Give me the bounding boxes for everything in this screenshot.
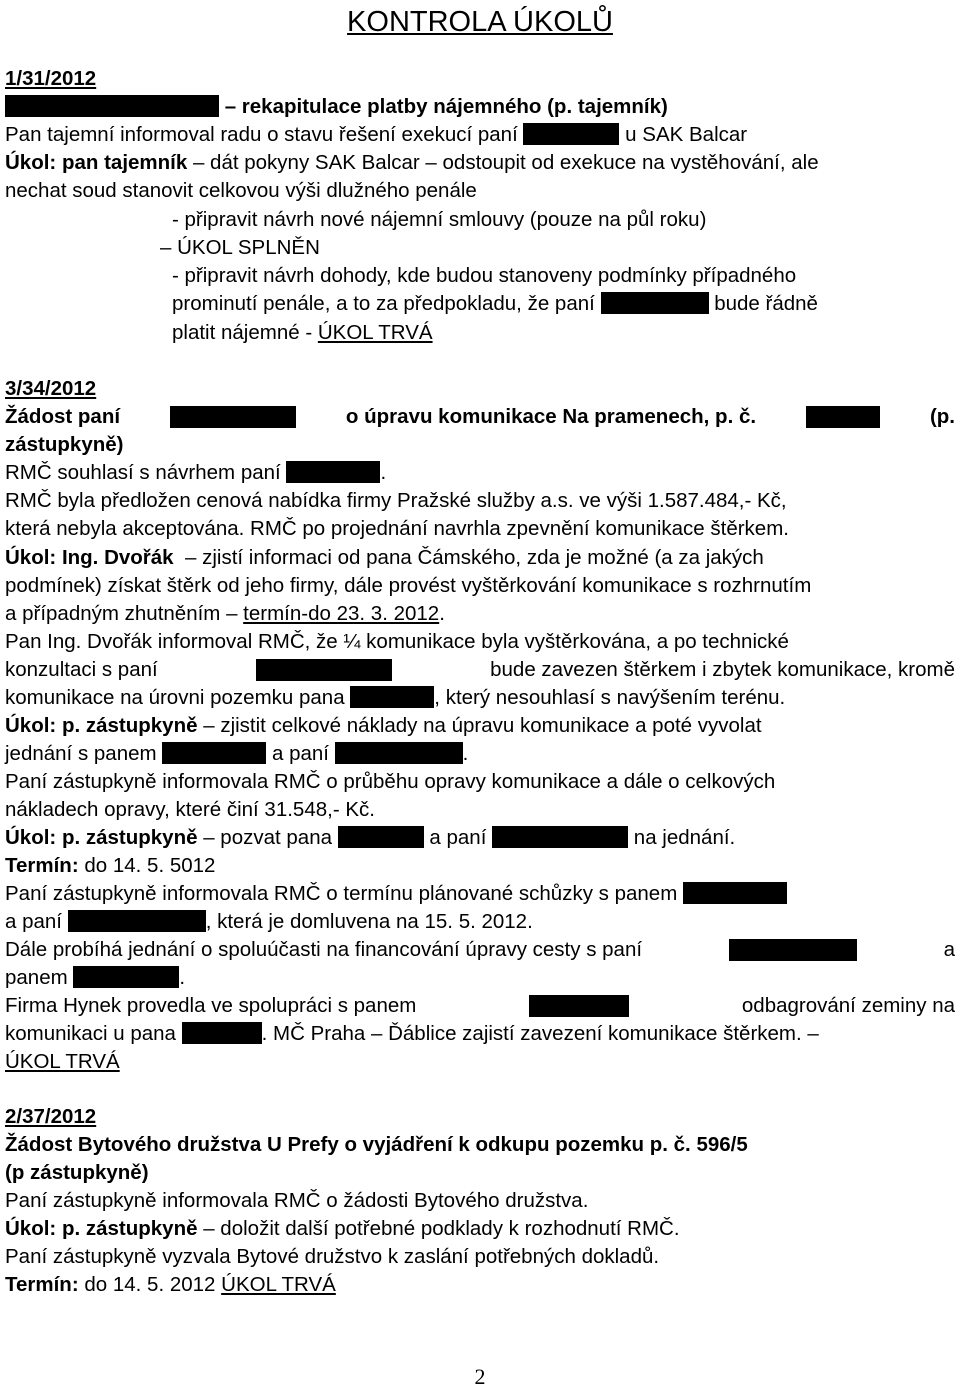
section2-task: Úkol: p. zástupkyně – zjistit celkové náklady na úpravu komunikace a poté vyvolat	[5, 714, 762, 737]
redaction-bar	[256, 659, 392, 681]
section2-line: Pan Ing. Dvořák informoval RMČ, že ¼ komunikace byla vyštěrkována, a po technické	[5, 630, 789, 653]
status-label: ÚKOL TRVÁ	[5, 1050, 120, 1073]
section2-line: komunikaci u pana . MČ Praha – Ďáblice zajistí zavezení komunikace štěrkem. –	[5, 1022, 819, 1045]
section1-status: – ÚKOL SPLNĚN	[160, 236, 320, 259]
section2-line: která nebyla akceptována. RMČ po projednání navrhla zpevnění komunikace štěrkem.	[5, 517, 789, 540]
section2-line: Paní zástupkyně informovala RMČ o průběhu opravy komunikace a dále o celkových	[5, 770, 776, 793]
redaction-bar	[286, 461, 380, 483]
redaction-bar	[729, 939, 857, 961]
redaction-bar	[338, 826, 424, 848]
section1-heading: – rekapitulace platby nájemného (p. tajemník)	[5, 94, 668, 120]
redaction-bar	[335, 742, 463, 764]
redaction-bar	[182, 1022, 262, 1044]
section2-task: Úkol: p. zástupkyně – pozvat pana a paní na jednání.	[5, 826, 736, 849]
section1-subtask: - připravit návrh nové nájemní smlouvy (pouze na půl roku)	[172, 208, 707, 231]
section3-task: Úkol: p. zástupkyně – doložit další potřebné podklady k rozhodnutí RMČ.	[5, 1217, 680, 1240]
section3-deadline: Termín: do 14. 5. 2012 ÚKOL TRVÁ	[5, 1273, 336, 1296]
section1-subtask: platit nájemné - ÚKOL TRVÁ	[172, 321, 433, 344]
section1-number: 1/31/2012	[5, 67, 97, 90]
section2-line: a paní , která je domluvena na 15. 5. 2012.	[5, 910, 533, 933]
section1-subtask: prominutí penále, a to za předpokladu, že paní bude řádně	[172, 292, 818, 315]
redaction-bar	[170, 406, 296, 428]
section2-line: konzultaci s paní bude zavezen štěrkem i zbytek komunikace, kromě	[5, 658, 955, 681]
section2-line: Dále probíhá jednání o spoluúčasti na financování úpravy cesty s paní a	[5, 938, 955, 961]
section2-line: RMČ byla předložen cenová nabídka firmy Pražské služby a.s. ve výši 1.587.484,- Kč,	[5, 489, 787, 512]
section2-line: panem .	[5, 966, 186, 989]
section2-deadline: Termín: do 14. 5. 5012	[5, 854, 216, 877]
section2-line: a případným zhutněním – termín-do 23. 3. 2012.	[5, 602, 445, 625]
section2-line: RMČ souhlasí s návrhem paní .	[5, 461, 387, 484]
redaction-bar	[492, 826, 628, 848]
section2-line: Firma Hynek provedla ve spolupráci s panem odbagrování zeminy na	[5, 994, 955, 1017]
section2-heading: zástupkyně)	[5, 433, 124, 456]
section2-line: nákladech opravy, které činí 31.548,- Kč.	[5, 798, 375, 821]
section1-line: Pan tajemní informoval radu o stavu řešení exekucí paní u SAK Balcar	[5, 123, 748, 146]
redaction-bar	[529, 995, 629, 1017]
section1-task: Úkol: pan tajemník – dát pokyny SAK Balcar – odstoupit od exekuce na vystěhování, ale	[5, 151, 819, 174]
section2-number: 3/34/2012	[5, 377, 97, 400]
redaction-bar	[73, 966, 179, 988]
redaction-bar	[523, 123, 619, 145]
status-label: ÚKOL TRVÁ	[317, 321, 433, 344]
status-label: ÚKOL TRVÁ	[221, 1273, 336, 1296]
section2-heading: Žádost paní o úpravu komunikace Na pramenech, p. č. (p.	[5, 405, 955, 428]
redaction-bar	[68, 910, 206, 932]
section1-subtask: - připravit návrh dohody, kde budou stanoveny podmínky případného	[172, 264, 797, 287]
redaction-bar	[601, 292, 709, 314]
section3-line: Paní zástupkyně informovala RMČ o žádosti Bytového družstva.	[5, 1189, 589, 1212]
page-title: KONTROLA ÚKOLŮ	[347, 6, 613, 38]
section3-number: 2/37/2012	[5, 1105, 97, 1128]
page-number: 2	[474, 1364, 486, 1389]
section3-heading: Žádost Bytového družstva U Prefy o vyjádření k odkupu pozemku p. č. 596/5	[5, 1133, 748, 1156]
section3-heading: (p zástupkyně)	[5, 1161, 149, 1184]
section2-line: podmínek) získat štěrk od jeho firmy, dále provést vyštěrkování komunikace s rozhrnutím	[5, 574, 812, 597]
redaction-bar	[5, 95, 219, 117]
section1-line: nechat soud stanovit celkovou výši dlužného penále	[5, 179, 477, 202]
section2-line: Paní zástupkyně informovala RMČ o termínu plánované schůzky s panem	[5, 881, 787, 907]
section2-task: Úkol: Ing. Dvořák – zjistí informaci od pana Čámského, zda je možné (a za jakých	[5, 546, 764, 569]
section3-line: Paní zástupkyně vyzvala Bytové družstvo k zaslání potřebných dokladů.	[5, 1245, 660, 1268]
redaction-bar	[162, 742, 266, 764]
redaction-bar	[683, 882, 787, 904]
section2-line: jednání s panem a paní .	[5, 742, 469, 765]
redaction-bar	[806, 406, 880, 428]
section2-line: komunikace na úrovni pozemku pana , který nesouhlasí s navýšením terénu.	[5, 686, 786, 709]
redaction-bar	[350, 686, 434, 708]
